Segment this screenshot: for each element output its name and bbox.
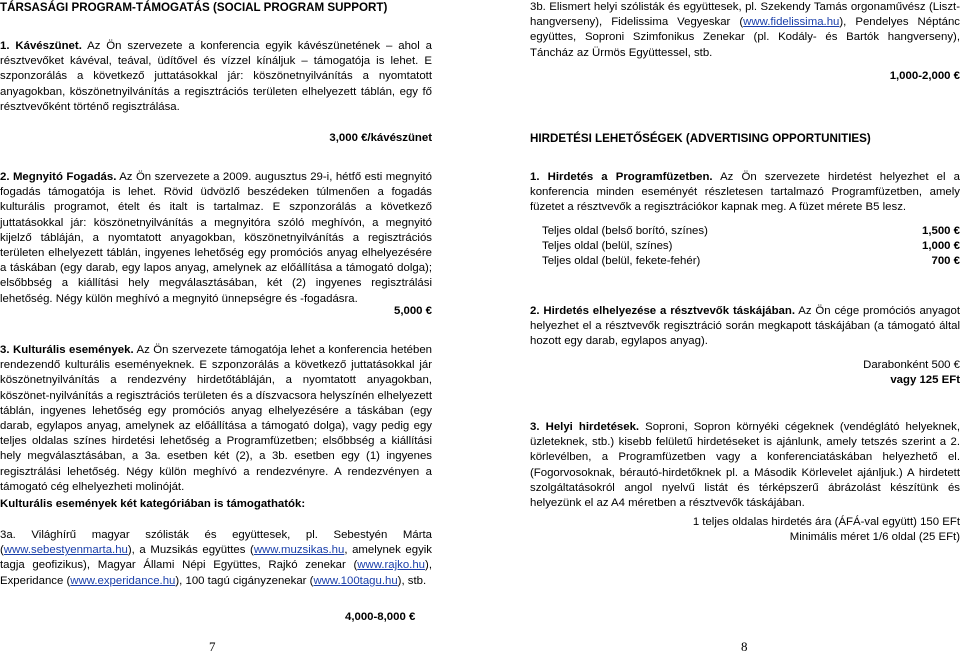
coffee-break-title: 1. Kávészünet. [0, 40, 82, 52]
local-ads-price-line: 1 teljes oldalas hirdetés ára (ÁFÁ-val együtt) 150 EFt [692, 516, 960, 528]
price-value: 700 € [931, 255, 960, 268]
opening-reception-text: Az Ön szervezete a 2009. augusztus 29-i, hétfő esti megnyitó fogadás támogatója is lehet. Rövid üdvözlő beszédeken túlmenően a fogadás kulturális programot, ételt és italt is tartalmaz. E szponzorálás a következő juttatásokkal jár: köszönetnyilvánítás a megnyitóra szóló meghívón, a megnyitó kijelző tábláján, a nyomtatott anyagokban, köszönetnyilvánítás a regisztrációs területen elhelyezett táblán, ingyenes lehetőség egy promóciós anyag elhelyezésére a táskában (egy darab, egy lapos anyag, amelynek az előállítása a támogató dolga); elsőbbség a kiállítási hely megválasztásában, két (2) ingyenes regisztrálási lehetőség. Négy külön meghívó a megnyitó ünnepségre és -fogadásra. [0, 171, 432, 305]
price-value: 1,000 € [921, 240, 960, 253]
link-rajko[interactable]: www.rajko.hu [357, 559, 426, 572]
category-3a-text: ), stb. [397, 574, 427, 587]
link-100tagu[interactable]: www.100tagu.hu [313, 574, 398, 587]
opening-reception-paragraph [0, 170, 432, 307]
bag-ad-paragraph [530, 304, 960, 350]
bag-ad-price [530, 358, 960, 388]
coffee-break-text: Az Ön szervezete a konferencia egyik kávészünetének – ahol a résztvevőket kávéval, teával, üdítővel és vízzel kínáljuk – támogatója is lehet. E szponzorálás a következő juttatásokkal jár: köszönetnyilvánítás a nyomtatott anyagokban, köszönetnyilvánítás a regisztrációs területen elhelyezett táblán, egy fő résztvevőként történő regisztrálása. [0, 40, 432, 113]
program-booklet-paragraph [530, 170, 960, 216]
link-muzsikas[interactable]: www.muzsikas.hu [253, 544, 345, 557]
category-3b-paragraph [530, 0, 960, 61]
coffee-break-price: 3,000 €/kávészünet [329, 132, 432, 144]
category-3b-price: 1,000-2,000 € [889, 70, 960, 82]
price-value: 1,500 € [921, 225, 960, 237]
cultural-events-paragraph [0, 343, 432, 495]
local-ads-price [530, 515, 960, 545]
opening-reception-title: 2. Megnyitó Fogadás. [0, 171, 117, 183]
local-ads-title: 3. Helyi hirdetések. [530, 421, 640, 433]
program-booklet-price-list [542, 224, 960, 270]
category-3a-text: , amelynek egyik tagja geofizikus), Magyar Állami Népi Együttes, Rajkó zenekar ( [0, 544, 432, 572]
program-booklet-title: 1. Hirdetés a Programfüzetben. [530, 171, 713, 183]
price-row [542, 254, 960, 269]
category-3a-text: ), Experidance ( [0, 559, 432, 587]
bag-ad-title: 2. Hirdetés elhelyezése a résztvevők táskájában. [530, 305, 796, 317]
price-label: Teljes oldal (belül, fekete-fehér) [542, 255, 701, 268]
category-3b-text: 3b. Elismert helyi szólisták és együttesek, pl. Szekendy Tamás orgonaművész (Liszt-hangverseny), Fidelissima Vegyeskar ( [530, 1, 960, 29]
cultural-events-title: 3. Kulturális események. [0, 344, 134, 356]
category-3a-price: 4,000-8,000 € [345, 611, 416, 623]
cultural-events-text: Az Ön szervezete támogatója lehet a konferencia hetében rendezendő kulturális eseményeknek. E szponzorálás a következő juttatásokkal jár köszönetnyilvánítás a rendezvény hirdetőtábláján, a nyomtatott anyagokban, köszönet-nyilvánítás a regisztrációs területen és a díszvacsora helyszínén elhelyezett táblán, ingyenes lehetőség egy promóciós anyag elhelyezésére a táskában (egy darab, egylapos anyag, amelynek az előállítása a támogató dolga), vagy pedig egy teljes oldalas színes hirdetési lehetőség a Programfüzetben; elsőbbség a kiállítási hely megválasztásában, a 3a. esetben két (2), a 3b. esetben egy (1) ingyenes regisztrálási lehetőség. Négy külön meghívó a rendezvényre. A rendezvényen a támogató cég elhelyezheti molinóját. [0, 344, 432, 493]
price-row [542, 224, 960, 239]
cultural-categories-title: Kulturális események két kategóriában is támogathatók: [0, 498, 306, 510]
category-3a-text: ), a Muzsikás együttes ( [127, 544, 254, 557]
price-label: Teljes oldal (belül, színes) [542, 240, 673, 253]
category-3a-text: 3a. Világhírű magyar szólisták és együttesek, pl. Sebestyén Márta ( [0, 529, 432, 557]
program-booklet-text: Az Ön szervezete hirdetést helyezhet el a konferencia minden eseményét részletesen tartalmazó Programfüzetben, amely füzetet a résztvevők a regisztrációkor kapnak meg. A füzet mérete B5 lesz. [530, 171, 960, 214]
bag-ad-price-line: Darabonként 500 € [863, 359, 960, 371]
price-row [542, 239, 960, 254]
category-3a-paragraph [0, 528, 432, 589]
category-3b-text: ), Pendelyes Néptánc együttes, Soproni Szimfonikus Zenekar (pl. Kodály- és Bartók hangverseny), Táncház az Ürmös Együttessel, stb. [530, 16, 960, 59]
local-ads-paragraph [530, 420, 960, 511]
bag-ad-text: Az Ön cége promóciós anyagot helyezhet el a résztvevők regisztráció során megkapott táskájában (a támogató által hozott egy darab, egylapos anyag). [530, 305, 960, 348]
section-header-advertising: HIRDETÉSI LEHETŐSÉGEK (ADVERTISING OPPORTUNITIES) [530, 132, 871, 145]
coffee-break-paragraph [0, 39, 432, 115]
link-experidance[interactable]: www.experidance.hu [70, 574, 176, 587]
local-ads-price-line: Minimális méret 1/6 oldal (25 EFt) [789, 531, 960, 544]
link-fidelissima[interactable]: www.fidelissima.hu [743, 16, 840, 29]
page-number-right: 8 [741, 639, 748, 654]
price-label: Teljes oldal (belső borító, színes) [542, 225, 708, 237]
link-sebestyenmarta[interactable]: www.sebestyenmarta.hu [3, 544, 128, 557]
section-header-social: TÁRSASÁGI PROGRAM-TÁMOGATÁS (SOCIAL PROGRAM SUPPORT) [0, 1, 388, 14]
opening-reception-price: 5,000 € [393, 305, 432, 317]
category-3a-text: ), 100 tagú cigányzenekar ( [175, 574, 314, 587]
bag-ad-price-line: vagy 125 EFt [890, 374, 960, 387]
page-number-left: 7 [209, 639, 216, 654]
local-ads-text: Soproni, Sopron környéki cégeknek (vendéglátó helyeknek, üzleteknek, stb.) kisebb felületű hirdetéseket is ajánlunk, amely tetszés szerint a 2. körlevélben, a Programfüzetben vagy a konferenciatáskában helyezhető el. (Fogorvosoknak, bérautó-hirdetőknek pl. a Második Körlevelet ajánljuk.) A hirdetett szolgáltatásokról angol nyelvű listát és térképszerű ábrázolást készítünk és helyezünk el az A4 méretben a résztvevők táskájában. [530, 421, 960, 510]
